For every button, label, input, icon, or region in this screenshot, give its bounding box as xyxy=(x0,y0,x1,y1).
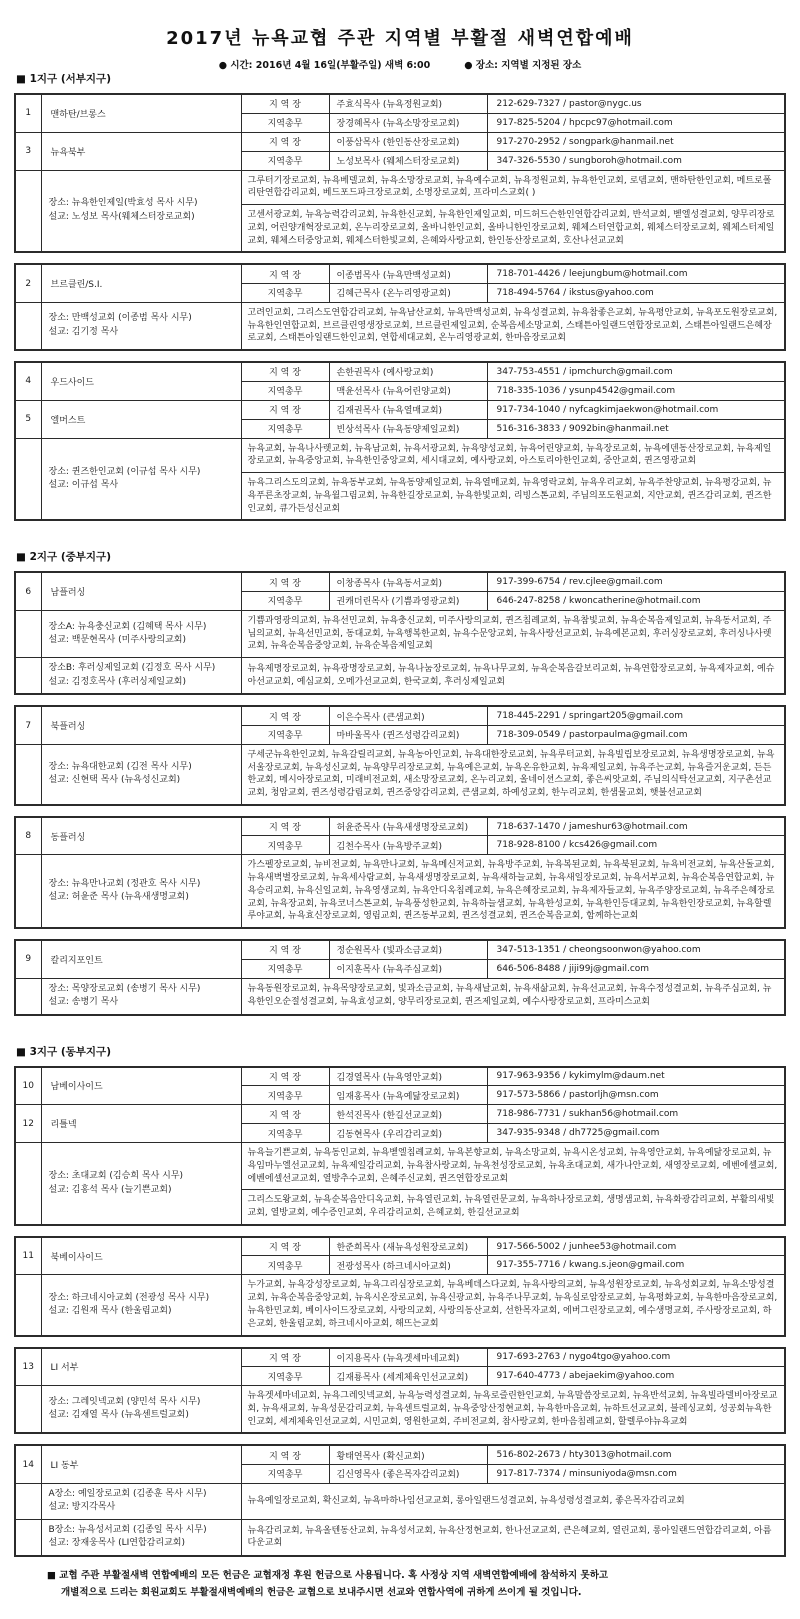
region-group-table xyxy=(14,1236,786,1337)
venue-line: 설교: 노성보 목사(웨체스터장로교회) xyxy=(48,211,195,222)
venue-line: 장소: 목양장로교회 (송병기 목사 시무) xyxy=(48,983,201,994)
detail-row xyxy=(15,610,785,657)
venue-line: 설교: 김기정 목사 xyxy=(48,326,119,337)
region-group-body xyxy=(15,1067,785,1225)
leader-pastor: 황태연목사 (확신교회) xyxy=(329,1445,487,1464)
role-label-leader: 지 역 장 xyxy=(241,264,329,283)
region-leader-row xyxy=(15,1348,785,1367)
detail-row xyxy=(15,1386,785,1434)
region-number: 5 xyxy=(15,400,41,438)
region-group-body xyxy=(15,572,785,694)
page-subtitle xyxy=(14,57,786,71)
church-list: 가스펠장로교회, 뉴비전교회, 뉴욕만나교회, 뉴욕메신저교회, 뉴욕방주교회, 뉴욕복된교회, 뉴욕북된교회, 뉴욕비전교회, 뉴욕산돌교회, 뉴욕새벽별장로교회, 뉴욕세사람교회, 뉴욕새생명장로교회, 뉴욕새하늘교회, 뉴욕새일장로교회, 뉴욕서부교회, 뉴욕순복음연합교회, 뉴욕승리교회, 뉴욕신일교회, 뉴욕영생교회, 뉴욕안디옥침례교회, 뉴욕은혜장로교회, 뉴욕제자들교회, 뉴욕주양장로교회, 뉴욕주은혜장로교회, 뉴욕장교회, 뉴욕코너스톤교회, 뉴욕풍성한교회, 뉴욕하늘샘교회, 뉴욕한성교회, 뉴욕한인등대교회, 뉴욕한인장로교회, 뉴욕할렐루야교회, 뉴욕효신장로교회, 영림교회, 퀸즈동부교회, 퀸즈성결교회, 퀸즈순복음교회, 함께하는교회 xyxy=(241,855,785,928)
venue-line: 설교: 백문현목사 (미주사랑의교회) xyxy=(48,635,186,646)
church-list: 뉴욕교회, 뉴욕나사렛교회, 뉴욕남교회, 뉴욕서광교회, 뉴욕양성교회, 뉴욕어린양교회, 뉴욕장로교회, 뉴욕에덴동산장로교회, 뉴욕제일장로교회, 뉴욕중앙교회, 뉴욕한인중앙교회, 세시대교회, 예사랑교회, 아스토리아한인교회, 중안교회, 퀸즈영광교회 xyxy=(241,438,785,473)
role-label-secretary: 지역총무 xyxy=(241,1086,329,1105)
role-label-leader: 지 역 장 xyxy=(241,1237,329,1256)
footnote xyxy=(47,1567,753,1601)
venue-line: 설교: 송병기 목사 xyxy=(48,997,119,1008)
detail-row xyxy=(15,1519,785,1556)
detail-row xyxy=(15,744,785,805)
region-name: 북플러싱 xyxy=(41,706,241,744)
role-label-leader: 지 역 장 xyxy=(241,706,329,725)
role-label-leader: 지 역 장 xyxy=(241,817,329,836)
detail-number-spacer xyxy=(15,1143,41,1225)
secretary-pastor: 임재홍목사 (뉴욕예닮장로교회) xyxy=(329,1086,487,1105)
venue-line: 설교: 허윤준 목사 (뉴욕새생명교회) xyxy=(48,892,189,903)
secretary-pastor: 이지훈목사 (뉴욕주심교회) xyxy=(329,959,487,978)
detail-row xyxy=(15,170,785,205)
venue-cell xyxy=(41,658,241,695)
leader-contact: 718-701-4426 / leejungbum@hotmail.com xyxy=(487,264,785,283)
section-2 xyxy=(14,549,786,1015)
region-leader-row xyxy=(15,362,785,381)
secretary-contact: 646-506-8488 / jiji99j@gmail.com xyxy=(487,959,785,978)
church-list: 뉴욕제명장로교회, 뉴욕광명장로교회, 뉴욕나눔장로교회, 뉴욕나무교회, 뉴욕순복음갈보리교회, 뉴욕연합장로교회, 뉴욕제자교회, 예슈아선교교회, 예심교회, 오메가선교교회, 한국교회, 후러싱제일교회 xyxy=(241,658,785,695)
venue-cell xyxy=(41,1519,241,1556)
section-heading: ■ 1지구 (서부지구) xyxy=(16,73,111,85)
church-list: 뉴욕그리스도의교회, 뉴욕동부교회, 뉴욕동양제일교회, 뉴욕열매교회, 뉴욕영락교회, 뉴욕우리교회, 뉴욕주찬양교회, 뉴욕평강교회, 뉴욕푸른초장교회, 뉴욕윌그림교회, 뉴욕한길장로교회, 뉴욕한빛교회, 리빙스톤교회, 주님의포도원교회, 지안교회, 퀸즈감리교회, 퀸즈한인교회, 큐가든성신교회 xyxy=(241,473,785,521)
church-list: 뉴욕감리교회, 뉴욕올텐동산교회, 뉴욕성서교회, 뉴욕산정현교회, 한나선교교회, 큰은혜교회, 열린교회, 롱아일랜드연합감리교회, 아름다운교회 xyxy=(241,1519,785,1556)
region-number: 4 xyxy=(15,362,41,400)
venue-line: 설교: 신현택 목사 (뉴욕성신교회) xyxy=(48,775,181,786)
detail-row xyxy=(15,855,785,928)
role-label-leader: 지 역 장 xyxy=(241,132,329,151)
section-1 xyxy=(14,71,786,521)
secretary-contact: 718-494-5764 / ikstus@yahoo.com xyxy=(487,283,785,302)
footnote-line-1: ■ 교협 주관 부활절새벽 연합예배의 모든 헌금은 교협재정 후원 헌금으로 사용됩니다. 혹 사정상 지역 새벽연합예배에 참석하지 못하고 xyxy=(47,1569,609,1581)
region-name: 우드사이드 xyxy=(41,362,241,400)
secretary-pastor: 김신영목사 (좋은목자감리교회) xyxy=(329,1464,487,1483)
leader-pastor: 주효식목사 (뉴욕정원교회) xyxy=(329,94,487,113)
region-name: 남플러싱 xyxy=(41,572,241,610)
role-label-secretary: 지역총무 xyxy=(241,1464,329,1483)
region-name: 브르클린/S.I. xyxy=(41,264,241,302)
region-number: 8 xyxy=(15,817,41,855)
secretary-pastor: 전광성목사 (하크네시아교회) xyxy=(329,1256,487,1275)
venue-line: 장소: 퀸즈한인교회 (이규섭 목사 시무) xyxy=(48,466,201,477)
subtitle-place: ● 장소: 지역별 지정된 장소 xyxy=(464,60,582,71)
secretary-contact: 646-247-8258 / kwoncatherine@hotmail.com xyxy=(487,591,785,610)
secretary-contact: 718-335-1036 / ysunp4542@gmail.com xyxy=(487,381,785,400)
church-list: 고센서광교회, 뉴욕능력감리교회, 뉴욕한신교회, 뉴욕한인제일교회, 미드허드슨한인연합감리교회, 반석교회, 벧엘성결교회, 양무리장로교회, 어린양개혁장로교회, 온누리장로교회, 올바니한인교회, 올바니한인장로교회, 웨체스터연합교회, 웨체스터장로교회, 웨체스터제일교회, 웨체스터중앙교회, 웨체스터한빛교회, 은혜와사랑교회, 한인동산장로교회, 호산나선교교회 xyxy=(241,205,785,253)
region-number: 1 xyxy=(15,94,41,132)
church-list: 뉴욕늘기쁜교회, 뉴욕동인교회, 뉴욕벧엘침례교회, 뉴욕본향교회, 뉴욕소망교회, 뉴욕시온성교회, 뉴욕영안교회, 뉴욕예닮장로교회, 뉴욕임마누엘선교교회, 뉴욕제일감리교회, 뉴욕참사랑교회, 뉴욕천성장로교회, 뉴욕초대교회, 새가나안교회, 새영장로교회, 에벤에셀교회, 에벤에셀선교교회, 열방추수교회, 은혜주신교회, 퀸즈연합장로교회 xyxy=(241,1143,785,1190)
venue-cell xyxy=(41,855,241,928)
venue-line: 설교: 김홍석 목사 (늘기쁜교회) xyxy=(48,1184,172,1195)
detail-row xyxy=(15,978,785,1015)
church-list: 뉴욕겟세마네교회, 뉴욕그레잇넥교회, 뉴욕능력성결교회, 뉴욕로즐린한인교회, 뉴욕말씀장로교회, 뉴욕반석교회, 뉴욕빌라델비아장로교회, 뉴욕새교회, 뉴욕성문감리교회, 뉴욕센트럴교회, 뉴욕중앙산정현교회, 뉴욕한마음교회, 뉴하트선교교회, 블레싱교회, 성공회뉴욕한인교회, 세계체육인선교교회, 시민교회, 영원한교회, 주비전교회, 참사랑교회, 한마음침례교회, 할렐루야뉴욕교회 xyxy=(241,1386,785,1434)
church-list: 그루터기장로교회, 뉴욕베델교회, 뉴욕소망장로교회, 뉴욕예수교회, 뉴욕정원교회, 뉴욕한인교회, 로뎀교회, 맨하탄한인교회, 메트로폴리탄연합감리교회, 베드포드파크장로교회, 소명장로교회, 프라미스교회( ) xyxy=(241,170,785,205)
secretary-contact: 718-309-0549 / pastorpaulma@gmail.com xyxy=(487,725,785,744)
venue-line: 장소: 뉴욕만나교회 (정관호 목사 시무) xyxy=(48,878,201,889)
leader-contact: 212-629-7327 / pastor@nygc.us xyxy=(487,94,785,113)
detail-number-spacer xyxy=(15,170,41,252)
secretary-contact: 516-316-3833 / 9092bin@hanmail.net xyxy=(487,419,785,438)
region-name: 맨하탄/브롱스 xyxy=(41,94,241,132)
region-group-table xyxy=(14,705,786,806)
secretary-contact: 347-326-5530 / sungboroh@hotmail.com xyxy=(487,151,785,170)
church-list: 기쁨과영광의교회, 뉴욕선민교회, 뉴욕충신교회, 미주사랑의교회, 퀸즈침례교회, 뉴욕참빛교회, 뉴욕순복음제일교회, 뉴욕동서교회, 주님의교회, 뉴욕선민교회, 동대교회, 뉴욕행복한교회, 뉴욕수문앙교회, 뉴욕사랑선교교회, 뉴욕예본교회, 후러싱장로교회, 후러싱나사렛교회, 뉴욕순복음중앙교회, 뉴욕순복음제일교회 xyxy=(241,610,785,657)
venue-line: 장소: 뉴욕한인제일(박효성 목사 시무) xyxy=(48,198,198,209)
leader-pastor: 정순원목사 (빛과소금교회) xyxy=(329,940,487,959)
footnote-line-2: 개별적으로 드리는 회원교회도 부활절새벽예배의 헌금은 교협으로 보내주시면 선교와 연합사역에 귀하게 쓰이게 될 것입니다. xyxy=(61,1586,582,1598)
venue-line: 장소: 만백성교회 (이종범 목사 시무) xyxy=(48,313,192,324)
leader-contact: 718-445-2291 / springart205@gmail.com xyxy=(487,706,785,725)
role-label-leader: 지 역 장 xyxy=(241,362,329,381)
region-group-body xyxy=(15,94,785,252)
leader-contact: 347-513-1351 / cheongsoonwon@yahoo.com xyxy=(487,940,785,959)
role-label-secretary: 지역총무 xyxy=(241,381,329,400)
venue-line: 장소A: 뉴욕충신교회 (김혜택 목사 시무) xyxy=(48,621,207,632)
role-label-secretary: 지역총무 xyxy=(241,1367,329,1386)
leader-pastor: 이종범목사 (뉴욕만백성교회) xyxy=(329,264,487,283)
region-leader-row xyxy=(15,1445,785,1464)
region-group-table xyxy=(14,1066,786,1226)
region-group-body xyxy=(15,1237,785,1336)
role-label-leader: 지 역 장 xyxy=(241,1445,329,1464)
region-leader-row xyxy=(15,264,785,283)
region-number: 9 xyxy=(15,940,41,978)
region-name: 리틀넥 xyxy=(41,1105,241,1143)
leader-pastor: 손한권목사 (예사랑교회) xyxy=(329,362,487,381)
region-group-table xyxy=(14,1444,786,1557)
venue-cell xyxy=(41,170,241,252)
detail-row xyxy=(15,302,785,350)
region-leader-row xyxy=(15,94,785,113)
region-name: 칼리지포인트 xyxy=(41,940,241,978)
role-label-secretary: 지역총무 xyxy=(241,1256,329,1275)
region-group-body xyxy=(15,817,785,928)
leader-contact: 917-693-2763 / nygo4tgo@yahoo.com xyxy=(487,1348,785,1367)
region-name: 뉴욕북부 xyxy=(41,132,241,170)
region-leader-row xyxy=(15,132,785,151)
detail-row xyxy=(15,658,785,695)
region-group-table xyxy=(14,263,786,351)
region-name: 동플러싱 xyxy=(41,817,241,855)
secretary-contact: 718-928-8100 / kcs426@gmail.com xyxy=(487,836,785,855)
role-label-secretary: 지역총무 xyxy=(241,1124,329,1143)
secretary-contact: 917-640-4773 / abejaekim@yahoo.com xyxy=(487,1367,785,1386)
role-label-leader: 지 역 장 xyxy=(241,1105,329,1124)
leader-pastor: 김재권목사 (뉴욕열매교회) xyxy=(329,400,487,419)
region-group-body xyxy=(15,1445,785,1556)
church-list: 고려인교회, 그리스도연합감리교회, 뉴욕남산교회, 뉴욕만백성교회, 뉴욕성결교회, 뉴욕참좋은교회, 뉴욕평안교회, 뉴욕포도원장로교회, 뉴욕한인연합교회, 브르클린영생장로교회, 브르클린제일교회, 순복음세소망교회, 스태튼아일랜드연합장로교회, 스태튼아일랜드은혜장로교회, 스태튼아일랜드한인교회, 연합세대교회, 온누리영광교회, 한마음장로교회 xyxy=(241,302,785,350)
secretary-pastor: 김혜근목사 (온누리영광교회) xyxy=(329,283,487,302)
secretary-contact: 917-825-5204 / hpcpc97@hotmail.com xyxy=(487,113,785,132)
venue-line: 설교: 김원재 목사 (한울림교회) xyxy=(48,1306,172,1316)
venue-cell xyxy=(41,438,241,520)
region-leader-row xyxy=(15,940,785,959)
secretary-contact: 917-817-7374 / minsuniyoda@msn.com xyxy=(487,1464,785,1483)
section-heading: ■ 2지구 (중부지구) xyxy=(16,551,111,564)
venue-line: 설교: 김정호목사 (후러싱제일교회) xyxy=(48,676,186,687)
role-label-secretary: 지역총무 xyxy=(241,836,329,855)
detail-number-spacer xyxy=(15,978,41,1015)
section-3 xyxy=(14,1044,786,1557)
detail-number-spacer xyxy=(15,744,41,805)
region-group-table xyxy=(14,361,786,521)
leader-contact: 917-566-5002 / junhee53@hotmail.com xyxy=(487,1237,785,1256)
venue-cell xyxy=(41,1143,241,1225)
region-leader-row xyxy=(15,817,785,836)
region-group-body xyxy=(15,1348,785,1434)
region-name: 남베이사이드 xyxy=(41,1067,241,1105)
region-number: 14 xyxy=(15,1445,41,1483)
detail-number-spacer xyxy=(15,658,41,695)
region-number: 10 xyxy=(15,1067,41,1105)
detail-number-spacer xyxy=(15,1483,41,1519)
region-number: 7 xyxy=(15,706,41,744)
secretary-pastor: 김동현목사 (우리감리교회) xyxy=(329,1124,487,1143)
leader-pastor: 한준희목사 (새뉴욕성원장로교회) xyxy=(329,1237,487,1256)
secretary-pastor: 노성보목사 (웨체스터장로교회) xyxy=(329,151,487,170)
region-group-table xyxy=(14,816,786,929)
detail-row xyxy=(15,1143,785,1190)
region-group-table xyxy=(14,939,786,1016)
leader-contact: 347-753-4551 / ipmchurch@gmail.com xyxy=(487,362,785,381)
region-group-body xyxy=(15,362,785,520)
region-group-table xyxy=(14,93,786,253)
detail-number-spacer xyxy=(15,1386,41,1434)
secretary-contact: 917-573-5866 / pastorljh@msn.com xyxy=(487,1086,785,1105)
venue-cell xyxy=(41,1483,241,1519)
region-group-table xyxy=(14,1347,786,1435)
venue-cell xyxy=(41,1275,241,1336)
role-label-secretary: 지역총무 xyxy=(241,283,329,302)
leader-pastor: 이창종목사 (뉴욕동서교회) xyxy=(329,572,487,591)
venue-line: 설교: 방지각목사 xyxy=(48,1502,116,1513)
region-name: 북베이사이드 xyxy=(41,1237,241,1275)
region-number: 6 xyxy=(15,572,41,610)
secretary-contact: 917-355-7716 / kwang.s.jeon@gmail.com xyxy=(487,1256,785,1275)
role-label-secretary: 지역총무 xyxy=(241,151,329,170)
detail-number-spacer xyxy=(15,1275,41,1336)
region-group-body xyxy=(15,940,785,1015)
venue-line: B장소: 뉴욕성서교회 (김종일 목사 시무) xyxy=(48,1524,207,1535)
role-label-leader: 지 역 장 xyxy=(241,1348,329,1367)
role-label-secretary: 지역총무 xyxy=(241,113,329,132)
leader-contact: 917-399-6754 / rev.cjlee@gmail.com xyxy=(487,572,785,591)
venue-line: 장소B: 후러싱제일교회 (김정호 목사 시무) xyxy=(48,663,216,674)
venue-line: 설교: 장재웅목사 (LI연합감리교회) xyxy=(48,1538,185,1549)
detail-row xyxy=(15,1483,785,1519)
leader-pastor: 이은수목사 (큰샘교회) xyxy=(329,706,487,725)
role-label-secretary: 지역총무 xyxy=(241,419,329,438)
venue-cell xyxy=(41,978,241,1015)
leader-pastor: 김경열목사 (뉴욕영안교회) xyxy=(329,1067,487,1086)
region-name: LI 서부 xyxy=(41,1348,241,1386)
region-number: 11 xyxy=(15,1237,41,1275)
detail-row xyxy=(15,438,785,473)
region-number: 2 xyxy=(15,264,41,302)
detail-number-spacer xyxy=(15,302,41,350)
detail-number-spacer xyxy=(15,438,41,520)
role-label-leader: 지 역 장 xyxy=(241,94,329,113)
leader-pastor: 한석진목사 (한길선교교회) xyxy=(329,1105,487,1124)
region-group-body xyxy=(15,264,785,350)
region-leader-row xyxy=(15,1237,785,1256)
leader-contact: 917-963-9356 / kykimylm@daum.net xyxy=(487,1067,785,1086)
role-label-leader: 지 역 장 xyxy=(241,940,329,959)
section-heading: ■ 3지구 (동부지구) xyxy=(16,1045,111,1058)
leader-pastor: 허윤준목사 (뉴욕새생명장로교회) xyxy=(329,817,487,836)
region-number: 13 xyxy=(15,1348,41,1386)
region-number: 12 xyxy=(15,1105,41,1143)
venue-line: 장소: 그레잇넥교회 (양민석 목사 시무) xyxy=(48,1396,201,1407)
leader-contact: 718-637-1470 / jameshur63@hotmail.com xyxy=(487,817,785,836)
church-list: 그리스도왕교회, 뉴욕순복음안디옥교회, 뉴욕열린교회, 뉴욕열린문교회, 뉴욕하나장로교회, 생명샘교회, 뉴욕화광감리교회, 부활의새빛교회, 열방교회, 예수증인교회, 우리감리교회, 은혜교회, 한길선교교회 xyxy=(241,1190,785,1225)
page-title: 2017년 뉴욕교협 주관 지역별 부활절 새벽연합예배 xyxy=(166,28,634,49)
church-list: 구세군뉴욕한인교회, 뉴욕갈릴리교회, 뉴욕농아인교회, 뉴욕대한장로교회, 뉴욕루터교회, 뉴욕빌립보장로교회, 뉴욕생명장로교회, 뉴욕서울장로교회, 뉴욕성신교회, 뉴욕양무리장로교회, 뉴욕예은교회, 뉴욕온유한교회, 뉴욕제일교회, 뉴욕주는교회, 뉴욕즐거운교회, 든든한교회, 메시아장로교회, 미래비전교회, 새소망장로교회, 온누리교회, 올네이션스교회, 좋은씨앗교회, 주님의식탁선교교회, 지구촌선교교회, 청암교회, 퀸즈성령감림교회, 퀸즈중앙감리교회, 큰샘교회, 하예성교회, 한누리교회, 한샘물교회, 햇불선교교회 xyxy=(241,744,785,805)
secretary-pastor: 권캐더린목사 (기쁨과영광교회) xyxy=(329,591,487,610)
secretary-pastor: 장경혜목사 (뉴욕소망장로교회) xyxy=(329,113,487,132)
secretary-pastor: 마바울목사 (퀸즈성령감리교회) xyxy=(329,725,487,744)
venue-cell xyxy=(41,744,241,805)
secretary-pastor: 맥윤선목사 (뉴욕어린양교회) xyxy=(329,381,487,400)
church-list: 뉴욕예일장로교회, 확신교회, 뉴욕마하나임선교교회, 롱아일랜드성결교회, 뉴욕성령성결교회, 좋은목자감리교회 xyxy=(241,1483,785,1519)
venue-line: 설교: 김재열 목사 (뉴욕센트럴교회) xyxy=(48,1410,189,1421)
role-label-leader: 지 역 장 xyxy=(241,1067,329,1086)
leader-pastor: 이지용목사 (뉴욕겟세마네교회) xyxy=(329,1348,487,1367)
subtitle-time: ● 시간: 2016년 4월 16일(부활주일) 새벽 6:00 xyxy=(218,60,431,71)
detail-number-spacer xyxy=(15,610,41,657)
venue-cell xyxy=(41,302,241,350)
sections-container xyxy=(14,71,786,1557)
leader-contact: 917-734-1040 / nyfcagkimjaekwon@hotmail.com xyxy=(487,400,785,419)
venue-line: A장소: 예일장로교회 (김종훈 목사 시무) xyxy=(48,1488,207,1499)
role-label-secretary: 지역총무 xyxy=(241,725,329,744)
role-label-secretary: 지역총무 xyxy=(241,959,329,978)
region-number: 3 xyxy=(15,132,41,170)
venue-line: 장소: 하크네시아교회 (전광성 목사 시무) xyxy=(48,1292,210,1303)
detail-row xyxy=(15,1275,785,1336)
leader-contact: 718-986-7731 / sukhan56@hotmail.com xyxy=(487,1105,785,1124)
secretary-pastor: 빈상석목사 (뉴욕동양제일교회) xyxy=(329,419,487,438)
secretary-contact: 347-935-9348 / dh7725@gmail.com xyxy=(487,1124,785,1143)
region-leader-row xyxy=(15,1105,785,1124)
leader-contact: 516-802-2673 / hty3013@hotmail.com xyxy=(487,1445,785,1464)
region-name: 엘머스트 xyxy=(41,400,241,438)
region-leader-row xyxy=(15,706,785,725)
secretary-pastor: 김재룡목사 (세계체육인선교교회) xyxy=(329,1367,487,1386)
region-leader-row xyxy=(15,1067,785,1086)
venue-line: 장소: 뉴욕대한교회 (김전 목사 시무) xyxy=(48,761,192,772)
leader-contact: 917-270-2952 / songpark@hanmail.net xyxy=(487,132,785,151)
region-name: LI 동부 xyxy=(41,1445,241,1483)
venue-line: 설교: 이규섭 목사 xyxy=(48,480,119,491)
detail-number-spacer xyxy=(15,855,41,928)
leader-pastor: 이풍삼목사 (한인동산장로교회) xyxy=(329,132,487,151)
detail-number-spacer xyxy=(15,1519,41,1556)
role-label-leader: 지 역 장 xyxy=(241,400,329,419)
role-label-leader: 지 역 장 xyxy=(241,572,329,591)
venue-line: 장소: 초대교회 (김승희 목사 시무) xyxy=(48,1171,184,1182)
secretary-pastor: 김천수목사 (뉴욕방주교회) xyxy=(329,836,487,855)
region-leader-row xyxy=(15,400,785,419)
region-group-table xyxy=(14,571,786,695)
region-group-body xyxy=(15,706,785,805)
church-list: 누가교회, 뉴욕강성장로교회, 뉴욕그리심장로교회, 뉴욕베데스다교회, 뉴욕사랑의교회, 뉴욕성원장로교회, 뉴욕성회교회, 뉴욕소망성결교회, 뉴욕순복음중앙교회, 뉴욕시온장로교회, 뉴욕신광교회, 뉴욕주나무교회, 뉴욕실로암장로교회, 뉴욕평화교회, 뉴욕한마음장로교회, 뉴욕한민교회, 베이사이드장로교회, 사랑의교회, 사랑의동산교회, 선한목자교회, 에버그린장로교회, 예수생명교회, 주사랑장로교회, 하은교회, 한울림교회, 하크네시아교회, 해뜨는교회 xyxy=(241,1275,785,1336)
venue-cell xyxy=(41,1386,241,1434)
region-leader-row xyxy=(15,572,785,591)
role-label-secretary: 지역총무 xyxy=(241,591,329,610)
venue-cell xyxy=(41,610,241,657)
church-list: 뉴욕동원장로교회, 뉴욕목양장로교회, 빛과소금교회, 뉴욕새날교회, 뉴욕새삶교회, 뉴욕선교교회, 뉴욕수정성결교회, 뉴욕주심교회, 뉴욕한인오순절성결교회, 뉴욕효성교회, 양무리장로교회, 퀸즈제일교회, 예수사랑장로교회, 프라미스교회 xyxy=(241,978,785,1015)
